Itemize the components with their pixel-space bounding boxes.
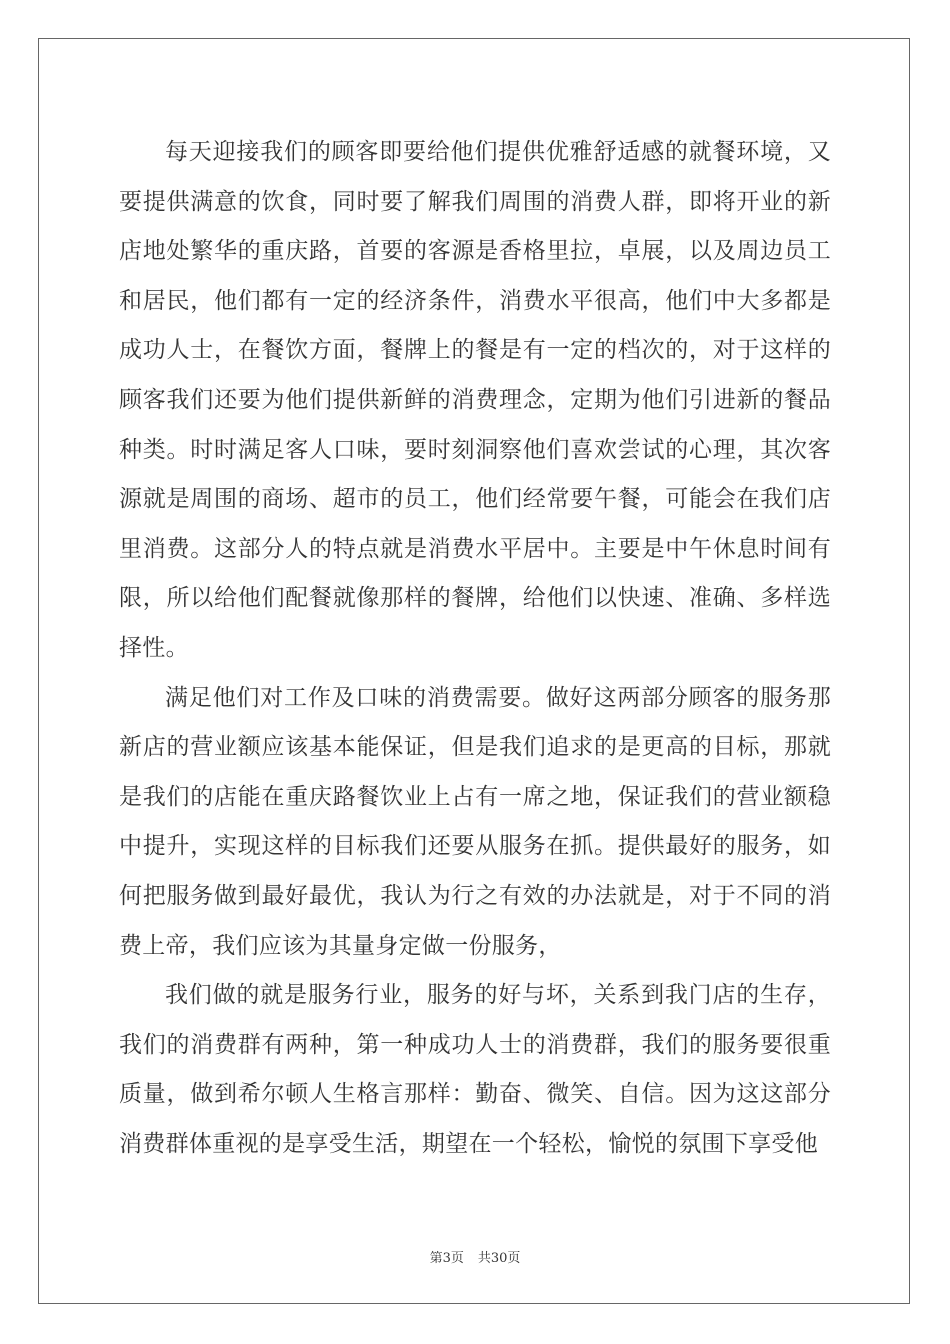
- paragraph-1: 每天迎接我们的顾客即要给他们提供优雅舒适感的就餐环境，又要提供满意的饮食，同时要了解我们周围的消费人群，即将开业的新店地处繁华的重庆路，首要的客源是香格里拉，卓展，以及周边员工和居民，他们都有一定的经济条件，消费水平很高，他们中大多都是成功人士，在餐饮方面，餐牌上的餐是有一定的档次的，对于这样的顾客我们还要为他们提供新鲜的消费理念，定期为他们引进新的餐品种类。时时满足客人口味，要时刻洞察他们喜欢尝试的心理，其次客源就是周围的商场、超市的员工，他们经常要午餐，可能会在我们店里消费。这部分人的特点就是消费水平居中。主要是中午休息时间有限，所以给他们配餐就像那样的餐牌，给他们以快速、准确、多样选择性。: [119, 139, 831, 661]
- paragraph-3: 我们做的就是服务行业，服务的好与坏，关系到我门店的生存，我们的消费群有两种，第一种成功人士的消费群，我们的服务要很重质量，做到希尔顿人生格言那样：勤奋、微笑、自信。因为这这部分消费群体重视的是享受生活，期望在一个轻松，愉悦的氛围下享受他: [119, 982, 831, 1157]
- page-footer: [0, 1247, 950, 1266]
- page-number: 第3页: [429, 1251, 464, 1266]
- paragraph-2: 满足他们对工作及口味的消费需要。做好这两部分顾客的服务那新店的营业额应该基本能保证，但是我们追求的是更高的目标，那就是我们的店能在重庆路餐饮业上占有一席之地，保证我们的营业额稳中提升，实现这样的目标我们还要从服务在抓。提供最好的服务，如何把服务做到最好最优，我认为行之有效的办法就是，对于不同的消费上帝，我们应该为其量身定做一份服务，: [119, 684, 831, 959]
- total-pages: 共30页: [477, 1251, 521, 1266]
- document-body: [119, 128, 831, 1169]
